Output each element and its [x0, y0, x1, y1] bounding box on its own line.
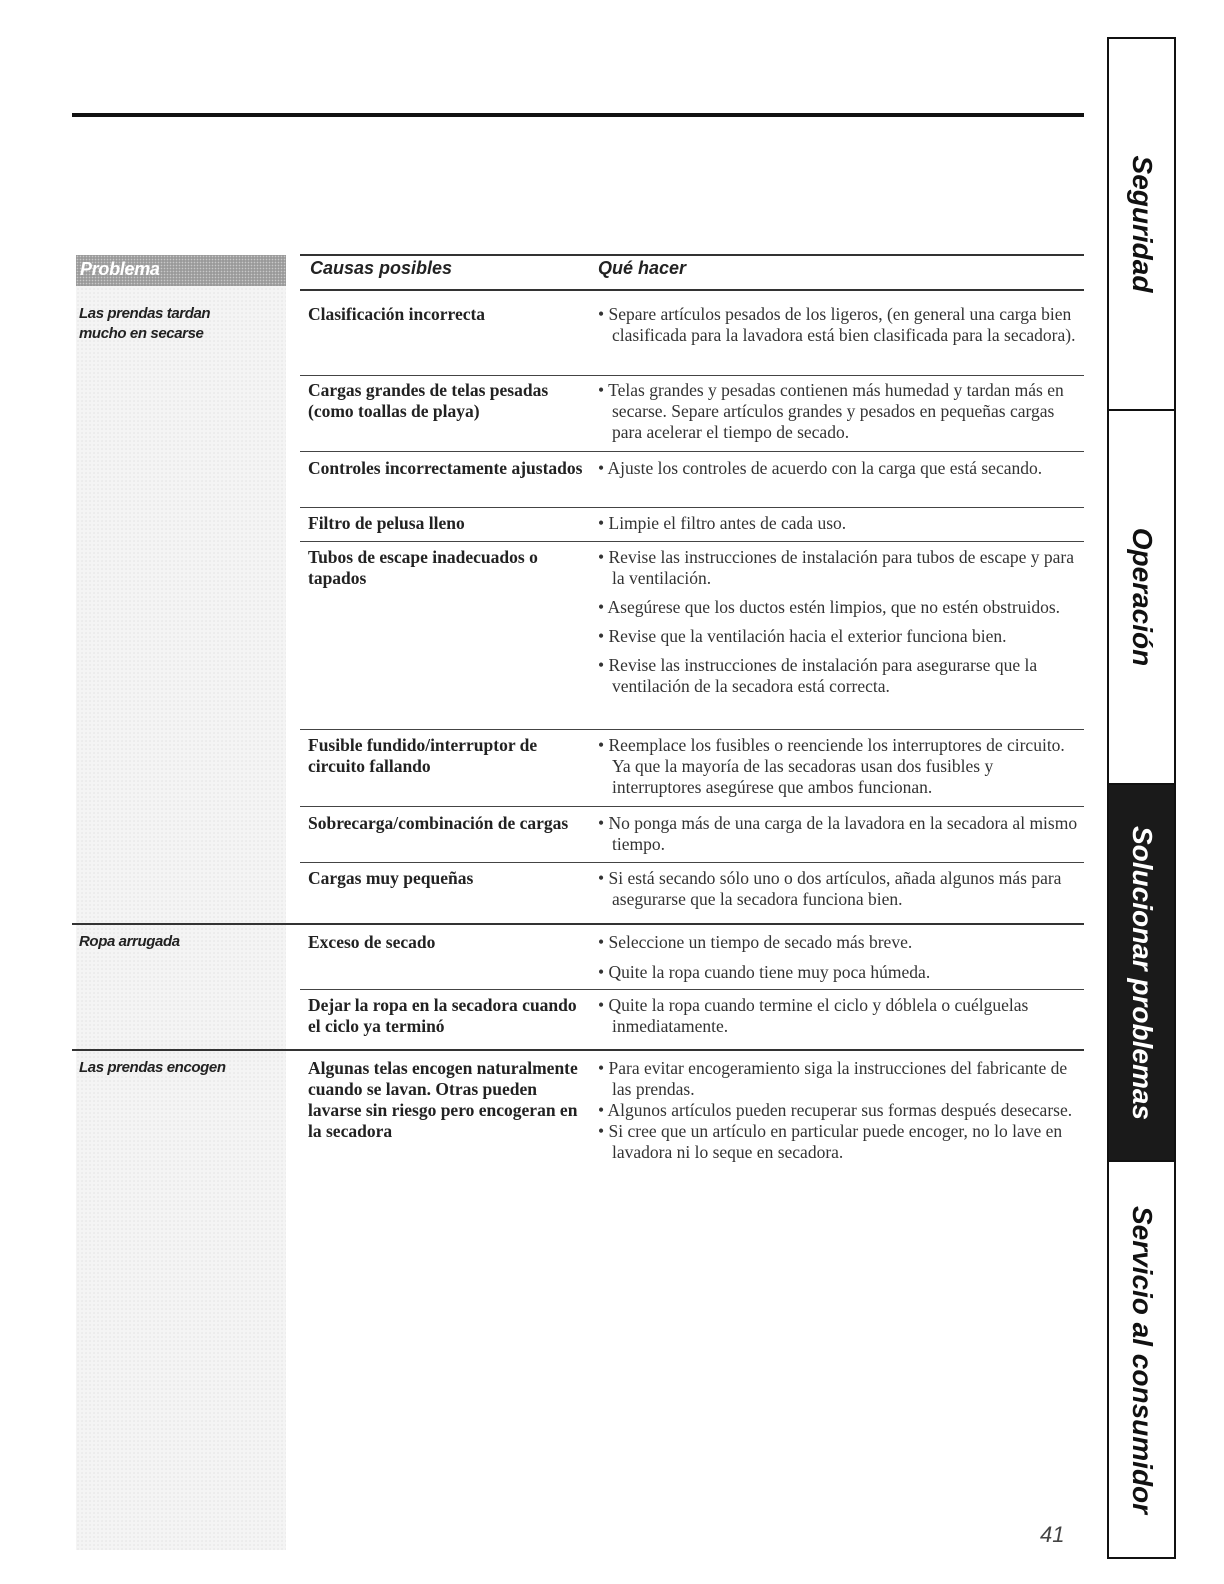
section-divider	[72, 1049, 1084, 1051]
action-list	[598, 932, 1084, 983]
action-item: • No ponga más de una carga de la lavadora en la secadora al mismo tiempo.	[598, 813, 1078, 854]
top-rule	[72, 113, 1084, 117]
action-list	[598, 1058, 1084, 1163]
row-divider	[300, 507, 1084, 508]
cause-text: Cargas grandes de telas pesadas (como toallas de playa)	[308, 380, 549, 421]
action-list	[598, 995, 1084, 1037]
action-list	[598, 380, 1084, 443]
action-item: • Si cree que un artículo en particular puede encoger, no lo lave en lavadora ni lo seque en secadora.	[598, 1121, 1063, 1162]
action-list	[598, 813, 1084, 855]
tab-operacion[interactable]	[1109, 411, 1174, 785]
row-divider	[300, 729, 1084, 730]
action-item: • Limpie el filtro antes de cada uso.	[598, 513, 847, 533]
what-to-do-header: Qué hacer	[598, 258, 687, 278]
action-item: • Para evitar encogeramiento siga la instrucciones del fabricante de las prendas.	[598, 1058, 1068, 1099]
row-divider	[300, 451, 1084, 452]
row-divider	[300, 541, 1084, 542]
action-item: • Si está secando sólo uno o dos artículos, añada algunos más para asegurarse que la secadora funciona bien.	[598, 868, 1062, 909]
action-list	[598, 304, 1084, 346]
tab-label: Servicio al consumidor	[1126, 1205, 1158, 1514]
cause-text: Sobrecarga/combinación de cargas	[308, 813, 569, 833]
header-rule-bottom	[300, 289, 1084, 291]
tab-solucionar-problemas[interactable]	[1109, 785, 1174, 1162]
problem-header-label: Problema	[80, 259, 160, 279]
cause-text: Controles incorrectamente ajustados	[308, 458, 583, 478]
action-item: • Ajuste los controles de acuerdo con la carga que está secando.	[598, 458, 1043, 478]
action-item: • Quite la ropa cuando termine el ciclo y dóblela o cuélguelas inmediatamente.	[598, 995, 1029, 1036]
section-tabs	[1107, 37, 1176, 1559]
action-item: • Revise las instrucciones de instalación para tubos de escape y para la ventilación.	[598, 547, 1075, 588]
action-item: • Quite la ropa cuando tiene muy poca húmeda.	[598, 962, 931, 982]
action-item: • Revise las instrucciones de instalación para asegurarse que la ventilación de la secadora está correcta.	[598, 655, 1038, 696]
section-divider	[72, 923, 1084, 925]
tab-label: Seguridad	[1126, 155, 1158, 293]
cause-text: Clasificación incorrecta	[308, 304, 486, 324]
row-divider	[300, 989, 1084, 990]
action-list	[598, 513, 1084, 534]
problem-header	[76, 255, 286, 286]
problem-column-background	[76, 255, 286, 1550]
action-item: • Reemplace los fusibles o reenciende los interruptores de circuito. Ya que la mayoría de las secadoras usan dos fusibles y interruptores asegúrese que ambos funcionan.	[598, 735, 1065, 797]
row-divider	[300, 375, 1084, 376]
cause-text: Tubos de escape inadecuados o tapados	[308, 547, 538, 588]
action-item: • Telas grandes y pesadas contienen más humedad y tardan más en secarse. Separe artículos grandes y pesados en pequeñas cargas para acelerar el tiempo de secado.	[598, 380, 1064, 442]
cause-text: Exceso de secado	[308, 932, 436, 952]
problem-label: Las prendas encogen	[79, 1059, 226, 1076]
tab-label: Operación	[1126, 527, 1158, 667]
cause-text: Filtro de pelusa lleno	[308, 513, 465, 533]
action-list	[598, 868, 1084, 910]
header-rule-top	[300, 254, 1084, 256]
page-number: 41	[1040, 1522, 1065, 1547]
action-item: • Asegúrese que los ductos estén limpios, que no estén obstruidos.	[598, 597, 1061, 617]
action-item: • Algunos artículos pueden recuperar sus formas después desecarse.	[598, 1100, 1073, 1120]
tab-seguridad[interactable]	[1109, 39, 1174, 411]
cause-text: Cargas muy pequeñas	[308, 868, 474, 888]
cause-text: Dejar la ropa en la secadora cuando el ciclo ya terminó	[308, 995, 577, 1036]
action-item: • Seleccione un tiempo de secado más breve.	[598, 932, 913, 952]
tab-label: Solucionar problemas	[1126, 825, 1158, 1120]
row-divider	[300, 862, 1084, 863]
causes-header: Causas posibles	[310, 258, 453, 278]
problem-label: Ropa arrugada	[79, 933, 180, 950]
action-list	[598, 735, 1084, 798]
action-list	[598, 547, 1084, 697]
tab-servicio-al-consumidor[interactable]	[1109, 1162, 1174, 1557]
cause-text: Fusible fundido/interruptor de circuito fallando	[308, 735, 538, 776]
row-divider	[300, 806, 1084, 807]
problem-label: Las prendas tardan mucho en secarse	[79, 305, 211, 342]
action-item: • Separe artículos pesados de los ligeros, (en general una carga bien clasificada para la lavadora está bien clasificada para la secadora).	[598, 304, 1076, 345]
action-item: • Revise que la ventilación hacia el exterior funciona bien.	[598, 626, 1007, 646]
cause-text: Algunas telas encogen naturalmente cuando se lavan. Otras pueden lavarse sin riesgo pero encogeran en la secadora	[308, 1058, 578, 1141]
action-list	[598, 458, 1084, 479]
